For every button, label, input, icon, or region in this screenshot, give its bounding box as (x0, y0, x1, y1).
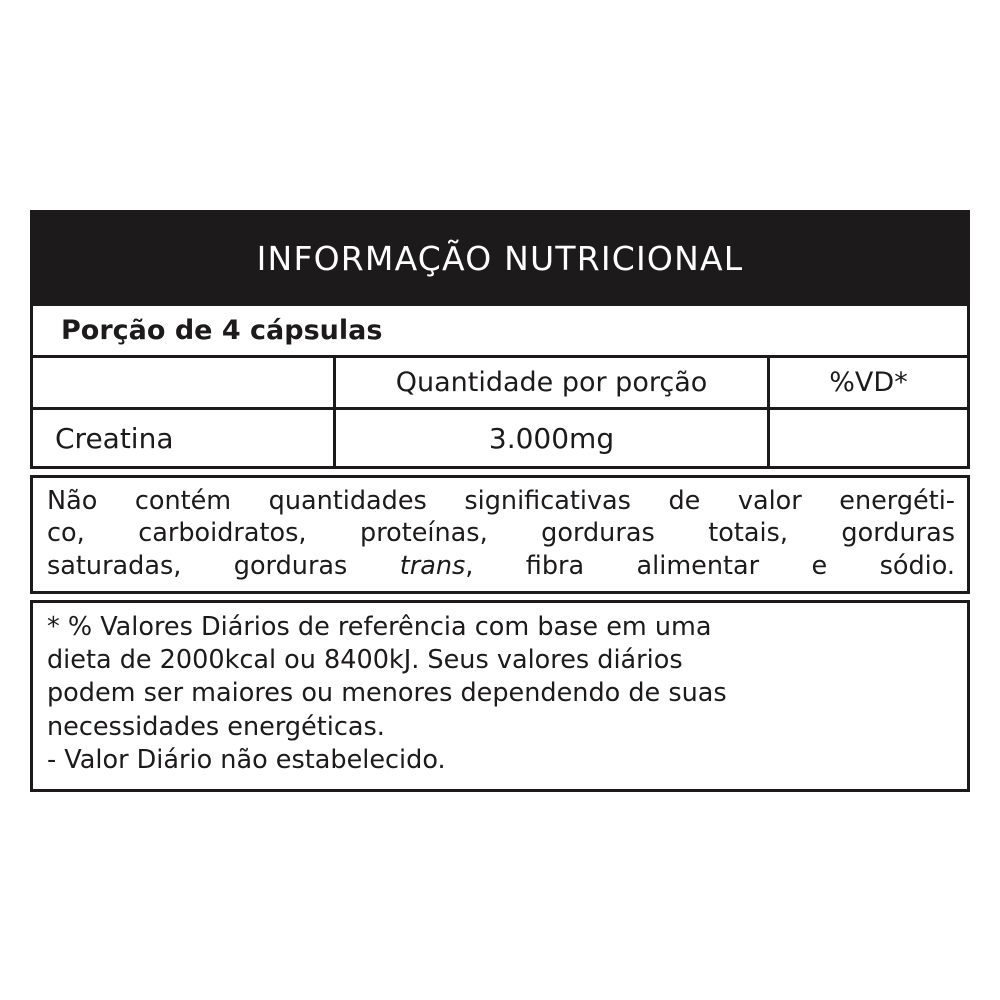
note-text-before: saturadas, gorduras (47, 550, 400, 581)
nutrient-dv-cell (767, 410, 967, 466)
column-header-quantity (333, 358, 767, 407)
nutrient-quantity: 3.000mg (488, 421, 615, 455)
nutrient-name-cell (33, 410, 333, 466)
nutrition-table (30, 306, 970, 469)
note-text-after: , fibra alimentar e sódio. (465, 550, 955, 581)
nutrient-name: Creatina (55, 421, 174, 455)
note-text-italic: trans (399, 550, 466, 581)
portion-label: Porção de 4 cápsulas (61, 315, 383, 346)
daily-values-footnote (30, 600, 970, 792)
note-line (47, 550, 955, 582)
footnote-line: necessidades energéticas. (47, 711, 385, 742)
note-line: co, carboidratos, proteínas, gorduras totais, gorduras (47, 518, 955, 549)
footnote-line: * % Valores Diários de referência com base em uma (47, 612, 712, 643)
nutrient-quantity-cell (333, 410, 767, 466)
column-header-quantity-label: Quantidade por porção (395, 367, 708, 398)
nutrition-label (30, 210, 970, 792)
note-line: Não contém quantidades significativas de valor energéti- (47, 486, 955, 516)
footnote-line: dieta de 2000kcal ou 8400kJ. Seus valores diários (47, 645, 683, 676)
label-header (30, 210, 970, 306)
portion-row (33, 306, 967, 358)
page-title: INFORMAÇÃO NUTRICIONAL (256, 238, 744, 278)
insignificant-values-note (30, 475, 970, 594)
column-header-name (33, 358, 333, 407)
footnote-line: podem ser maiores ou menores dependendo de suas (47, 678, 727, 709)
table-row (33, 410, 967, 466)
table-header-row (33, 358, 967, 410)
column-header-dv (767, 358, 967, 407)
footnote-line: - Valor Diário não estabelecido. (47, 744, 446, 775)
column-header-dv-label: %VD* (829, 367, 908, 398)
